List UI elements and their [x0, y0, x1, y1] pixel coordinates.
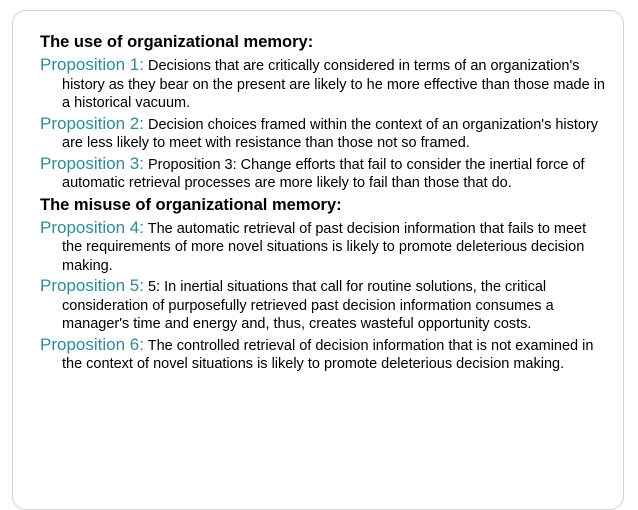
proposition-3: [40, 155, 610, 193]
proposition-5: [40, 277, 610, 334]
proposition-6: [40, 336, 610, 374]
proposition-4: [40, 219, 610, 276]
proposition-2: [40, 115, 610, 153]
section-heading-use: The use of organizational memory:: [40, 33, 314, 51]
proposition-1: [40, 56, 610, 113]
proposition-text: The controlled retrieval of decision information that is not examined in the context of novel situations is likely to promote deleterious decision making.: [62, 337, 594, 372]
proposition-text: 5: In inertial situations that call for routine solutions, the critical consideration of purposefully retrieved past decision information consumes a manager's time and energy and, thus, creates wasteful opportunity costs.: [62, 279, 554, 332]
slide-content: [40, 32, 610, 376]
proposition-text: The automatic retrieval of past decision information that fails to meet the requirements of more novel situations is likely to promote deleterious decision making.: [62, 220, 587, 274]
proposition-label: Proposition 4:: [40, 217, 144, 237]
section-heading-misuse: The misuse of organizational memory:: [40, 195, 342, 214]
proposition-label: Proposition 1:: [40, 55, 144, 74]
proposition-label: Proposition 3:: [40, 153, 144, 173]
proposition-label: Proposition 2:: [40, 113, 144, 133]
proposition-text: Decisions that are critically considered in terms of an organization's history as they bear on the present are likely to he more effective than those made in a historical vacuum.: [62, 58, 605, 111]
proposition-label: Proposition 5:: [40, 276, 144, 295]
proposition-label: Proposition 6:: [40, 334, 144, 354]
proposition-text: Decision choices framed within the context of an organization's history are less likely to meet with resistance than those not so framed.: [62, 116, 599, 151]
proposition-text: Proposition 3: Change efforts that fail to consider the inertial force of automatic retrieval processes are more likely to fail than those that do.: [62, 156, 585, 191]
